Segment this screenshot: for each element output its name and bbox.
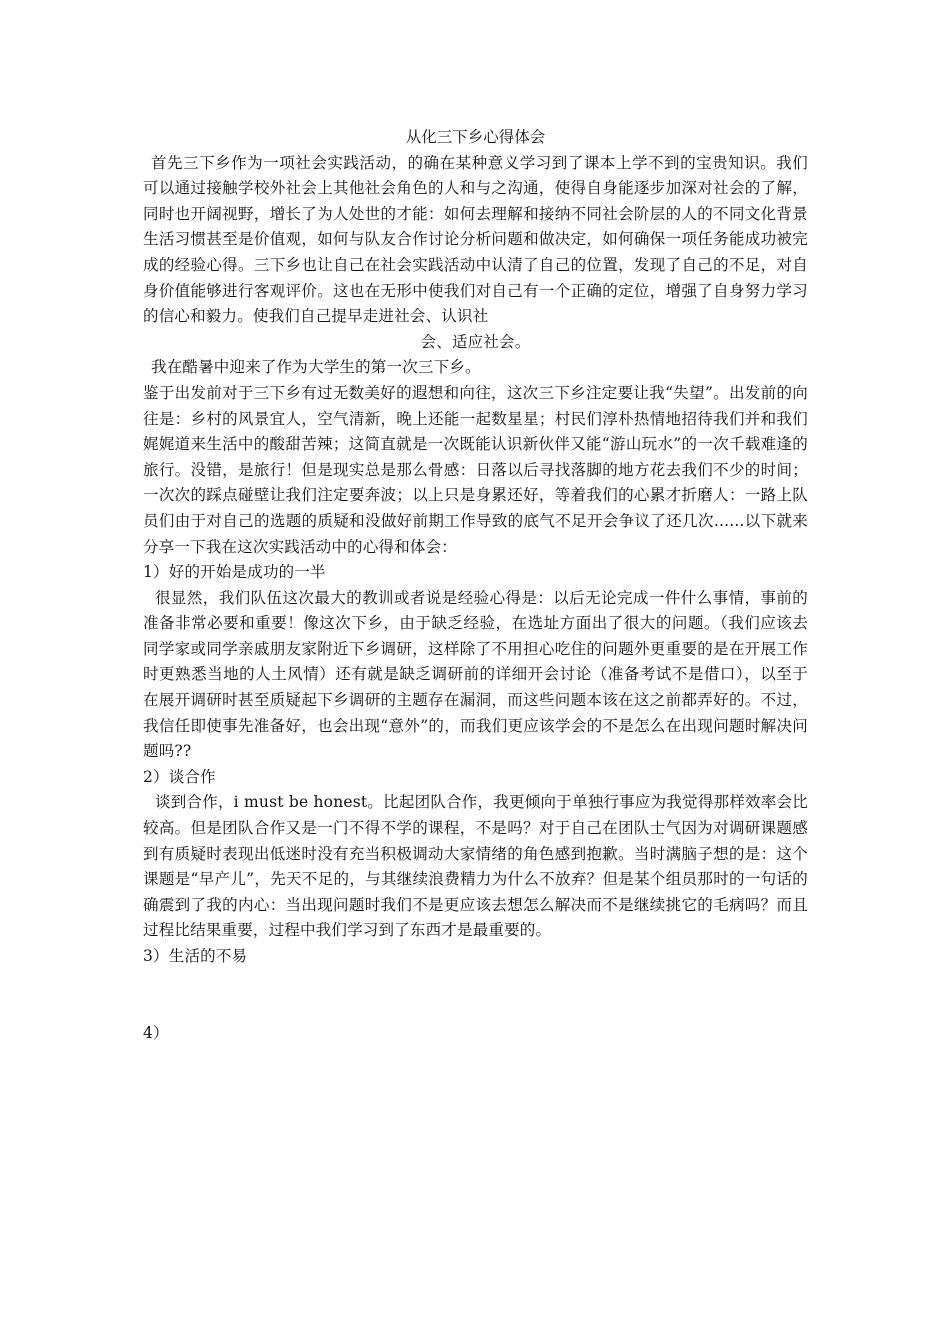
opening-line: 我在酷暑中迎来了作为大学生的第一次三下乡。 (151, 358, 481, 377)
document-title: 从化三下乡心得体会 (405, 128, 546, 146)
document-body (143, 125, 808, 1046)
section-3-heading: 3）生活的不易 (143, 947, 248, 965)
section-2-heading: 2）谈合作 (143, 767, 216, 786)
section-2-body: 谈到合作，i must be honest。比起团队合作，我更倾向于单独行事应为我觉得那样效率会比较高。但是团队合作又是一门不得不学的课程，不是吗？对于自己在团队士气因为对调研课题感到有质疑时表现出低迷时没有充当积极调动大家情绪的角色感到抱歉。当时满脑子想的是：这个课题是“早产儿”，先天不足的，与其继续浪费精力为什么不放弃？但是某个组员那时的一句话的确震到了我的内心：当出现问题时我们不是更应该去想怎么解决而不是继续挑它的毛病吗？而且过程比结果重要，过程中我们学习到了东西才是最重要的。 (143, 793, 808, 940)
section-1-body: 很显然，我们队伍这次最大的教训或者说是经验心得是：以后无论完成一件什么事情，事前的准备非常必要和重要！像这次下乡，由于缺乏经验，在选址方面出了很大的问题。（我们应该去同学家或同学亲戚朋友家附近下乡调研，这样除了不用担心吃住的问题外更重要的是在开展工作时更熟悉当地的人土风情）还有就是缺乏调研前的详细开会讨论（准备考试不是借口），以至于在展开调研时甚至质疑起下乡调研的主题存在漏洞，而这些问题本该在这之前都弄好的。不过，我信任即使事先准备好，也会出现“意外”的，而我们更应该学会的不是怎么在出现问题时解决问题吗?? (143, 588, 808, 761)
intro-paragraph-end: 会、适应社会。 (420, 332, 531, 351)
intro-paragraph: 首先三下乡作为一项社会实践活动，的确在某种意义学习到了课本上学不到的宝贵知识。我们可以通过接触学校外社会上其他社会角色的人和与之沟通，使得自身能逐步加深对社会的了解，同时也开阔视野，增长了为人处世的才能：如何去理解和接纳不同社会阶层的人的不同文化背景生活习惯甚至是价值观，如何与队友合作讨论分析问题和做决定，如何确保一项任务能成功被完成的经验心得。三下乡也让自己在社会实践活动中认清了自己的位置，发现了自己的不足，对自身价值能够进行客观评价。这也在无形中使我们对自己有一个正确的定位，增强了自身努力学习的信心和毅力。使我们自己提早走进社会、认识社 (143, 153, 808, 326)
section-1-heading: 1）好的开始是成功的一半 (143, 563, 326, 582)
section-gap (143, 970, 808, 1021)
section-4-heading: 4） (143, 1023, 169, 1042)
expectations-paragraph: 鉴于出发前对于三下乡有过无数美好的遐想和向往，这次三下乡注定要让我“失望”。出发前的向往是：乡村的风景宜人，空气清新，晚上还能一起数星星；村民们淳朴热情地招待我们并和我们娓娓道来生活中的酸甜苦辣；这简直就是一次既能认识新伙伴又能“游山玩水”的一次千载难逢的旅行。没错，是旅行！但是现实总是那么骨感：日落以后寻找落脚的地方花去我们不少的时间；一次次的踩点碰壁让我们注定要奔波；以上只是身累还好，等着我们的心累才折磨人：一路上队员们由于对自己的选题的质疑和没做好前期工作导致的底气不足开会争议了还几次......以下就来分享一下我在这次实践活动中的心得和体会： (143, 383, 808, 556)
